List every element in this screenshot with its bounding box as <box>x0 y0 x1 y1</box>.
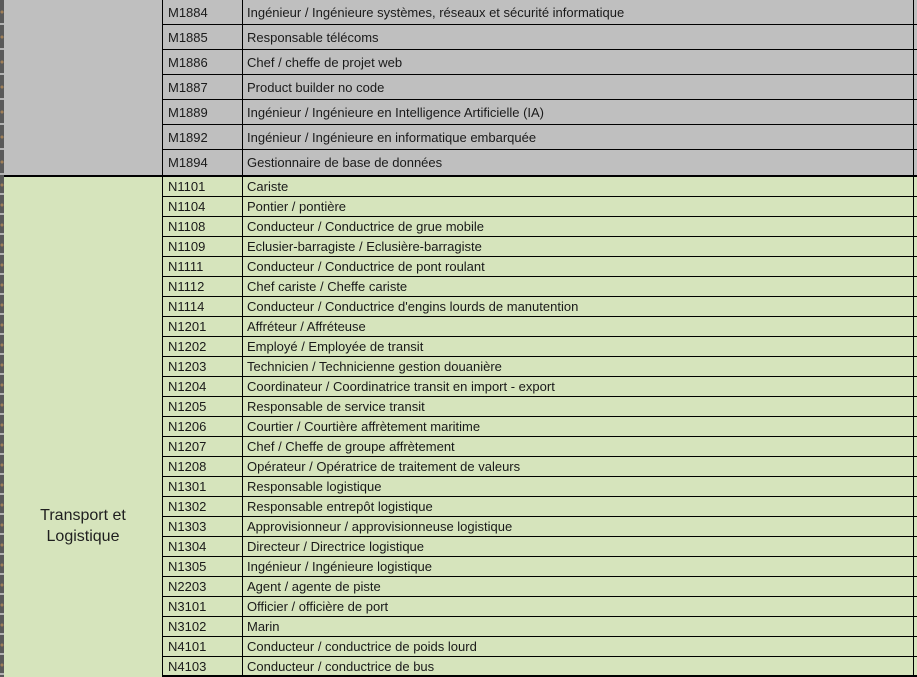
table-row <box>163 257 917 277</box>
title-cell[interactable]: Product builder no code <box>243 75 914 99</box>
code-cell[interactable]: N1112 <box>163 277 243 296</box>
table-row <box>163 25 917 50</box>
code-cell[interactable]: N1108 <box>163 217 243 236</box>
table-row <box>163 100 917 125</box>
table-row <box>163 377 917 397</box>
title-cell[interactable]: Ingénieur / Ingénieure logistique <box>243 557 914 576</box>
title-cell[interactable]: Ingénieur / Ingénieure en informatique embarquée <box>243 125 914 149</box>
code-cell[interactable]: N1114 <box>163 297 243 316</box>
title-cell[interactable]: Gestionnaire de base de données <box>243 150 914 175</box>
title-cell[interactable]: Responsable logistique <box>243 477 914 496</box>
code-cell[interactable]: N1303 <box>163 517 243 536</box>
code-cell[interactable]: N1203 <box>163 357 243 376</box>
code-cell[interactable]: N1305 <box>163 557 243 576</box>
table-row <box>163 457 917 477</box>
title-cell[interactable]: Conducteur / Conductrice d'engins lourds de manutention <box>243 297 914 316</box>
table-row <box>163 417 917 437</box>
job-codes-table <box>4 0 917 677</box>
category-cell[interactable] <box>4 177 163 677</box>
code-cell[interactable]: N2203 <box>163 577 243 596</box>
table-row <box>163 50 917 75</box>
code-cell[interactable]: M1885 <box>163 25 243 49</box>
table-row <box>163 217 917 237</box>
title-cell[interactable]: Eclusier-barragiste / Eclusière-barragiste <box>243 237 914 256</box>
title-cell[interactable]: Conducteur / Conductrice de pont roulant <box>243 257 914 276</box>
table-row <box>163 437 917 457</box>
table-row <box>163 177 917 197</box>
code-cell[interactable]: N1202 <box>163 337 243 356</box>
title-cell[interactable]: Technicien / Technicienne gestion douanière <box>243 357 914 376</box>
table-row <box>163 197 917 217</box>
category-label: Transport et Logistique <box>40 507 126 545</box>
clipped-text-dots <box>0 183 4 677</box>
table-row <box>163 150 917 175</box>
table-row <box>163 557 917 577</box>
table-row <box>163 577 917 597</box>
table-row <box>163 597 917 617</box>
title-cell[interactable]: Chef / cheffe de projet web <box>243 50 914 74</box>
table-row <box>163 317 917 337</box>
table-row <box>163 75 917 100</box>
code-cell[interactable]: N1208 <box>163 457 243 476</box>
title-cell[interactable]: Courtier / Courtière affrètement maritime <box>243 417 914 436</box>
title-cell[interactable]: Chef / Cheffe de groupe affrètement <box>243 437 914 456</box>
code-cell[interactable]: M1884 <box>163 0 243 24</box>
title-cell[interactable]: Ingénieur / Ingénieure en Intelligence Artificielle (IA) <box>243 100 914 124</box>
code-cell[interactable]: N3101 <box>163 597 243 616</box>
code-cell[interactable]: N3102 <box>163 617 243 636</box>
code-cell[interactable]: N1104 <box>163 197 243 216</box>
title-cell[interactable]: Officier / officière de port <box>243 597 914 616</box>
table-row <box>163 497 917 517</box>
title-cell[interactable]: Responsable de service transit <box>243 397 914 416</box>
code-cell[interactable]: N1109 <box>163 237 243 256</box>
rows-container <box>163 177 917 677</box>
title-cell[interactable]: Marin <box>243 617 914 636</box>
code-cell[interactable]: N1207 <box>163 437 243 456</box>
code-cell[interactable]: M1894 <box>163 150 243 175</box>
title-cell[interactable]: Employé / Employée de transit <box>243 337 914 356</box>
title-cell[interactable]: Affréteur / Affréteuse <box>243 317 914 336</box>
code-cell[interactable]: N1205 <box>163 397 243 416</box>
table-row <box>163 125 917 150</box>
code-cell[interactable]: N4103 <box>163 657 243 675</box>
section-transport-logistique-band <box>4 175 917 677</box>
category-cell[interactable] <box>4 0 163 175</box>
rows-container <box>163 0 917 175</box>
title-cell[interactable]: Conducteur / Conductrice de grue mobile <box>243 217 914 236</box>
title-cell[interactable]: Coordinateur / Coordinatrice transit en import - export <box>243 377 914 396</box>
code-cell[interactable]: N1111 <box>163 257 243 276</box>
code-cell[interactable]: N1101 <box>163 177 243 196</box>
clipped-text-dots <box>0 10 4 175</box>
title-cell[interactable]: Approvisionneur / approvisionneuse logistique <box>243 517 914 536</box>
table-row <box>163 397 917 417</box>
title-cell[interactable]: Responsable télécoms <box>243 25 914 49</box>
title-cell[interactable]: Opérateur / Opératrice de traitement de valeurs <box>243 457 914 476</box>
title-cell[interactable]: Ingénieur / Ingénieure systèmes, réseaux et sécurité informatique <box>243 0 914 24</box>
title-cell[interactable]: Directeur / Directrice logistique <box>243 537 914 556</box>
code-cell[interactable]: M1889 <box>163 100 243 124</box>
title-cell[interactable]: Cariste <box>243 177 914 196</box>
table-row <box>163 237 917 257</box>
code-cell[interactable]: N1304 <box>163 537 243 556</box>
table-row <box>163 617 917 637</box>
code-cell[interactable]: N1206 <box>163 417 243 436</box>
code-cell[interactable]: N1301 <box>163 477 243 496</box>
code-cell[interactable]: N1302 <box>163 497 243 516</box>
table-row <box>163 357 917 377</box>
table-row <box>163 537 917 557</box>
title-cell[interactable]: Responsable entrepôt logistique <box>243 497 914 516</box>
table-row <box>163 657 917 677</box>
title-cell[interactable]: Agent / agente de piste <box>243 577 914 596</box>
code-cell[interactable]: M1886 <box>163 50 243 74</box>
title-cell[interactable]: Conducteur / conductrice de poids lourd <box>243 637 914 656</box>
code-cell[interactable]: N1201 <box>163 317 243 336</box>
table-row <box>163 297 917 317</box>
table-row <box>163 277 917 297</box>
table-row <box>163 637 917 657</box>
section-informatique-band <box>4 0 917 175</box>
title-cell[interactable]: Chef cariste / Cheffe cariste <box>243 277 914 296</box>
table-row <box>163 517 917 537</box>
code-cell[interactable]: N1204 <box>163 377 243 396</box>
clipped-column-strip <box>0 0 4 677</box>
table-row <box>163 337 917 357</box>
title-cell[interactable]: Pontier / pontière <box>243 197 914 216</box>
title-cell[interactable]: Conducteur / conductrice de bus <box>243 657 914 675</box>
table-row <box>163 0 917 25</box>
code-cell[interactable]: N4101 <box>163 637 243 656</box>
code-cell[interactable]: M1887 <box>163 75 243 99</box>
code-cell[interactable]: M1892 <box>163 125 243 149</box>
table-row <box>163 477 917 497</box>
